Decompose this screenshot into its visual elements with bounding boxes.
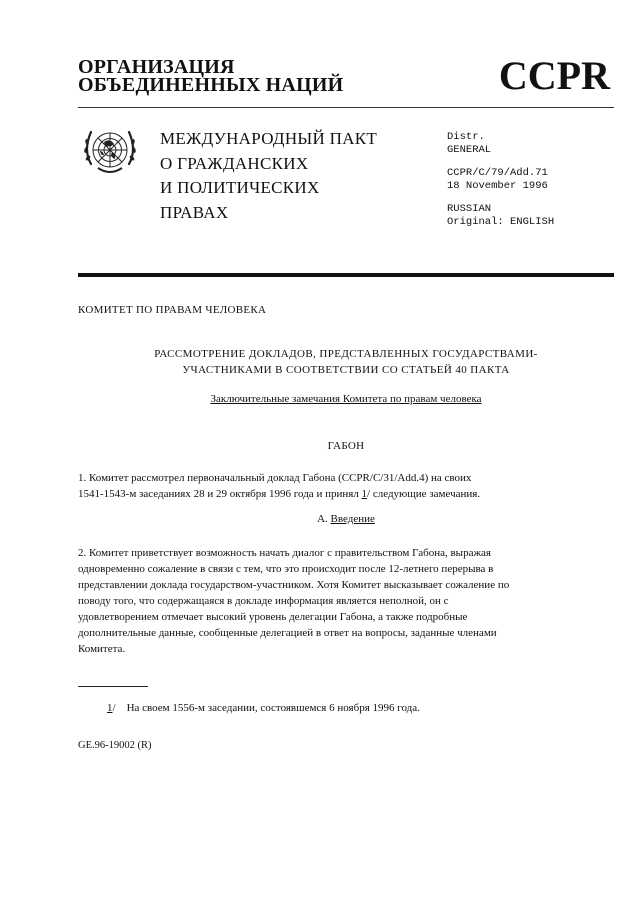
- footnote-marker-suffix: /: [112, 702, 116, 714]
- covenant-title: [160, 127, 377, 225]
- paragraph-1: [78, 470, 586, 502]
- org-line-2: ОБЪЕДИНЕННЫХ НАЦИЙ: [78, 74, 344, 96]
- un-emblem-icon: [78, 120, 142, 184]
- paragraph-2-line-1: 2. Комитет приветствует возможность начать диалог с правительством Габона, выражая: [78, 547, 491, 559]
- footnote-reference[interactable]: 1: [361, 488, 368, 500]
- doc-date: 18 November 1996: [447, 180, 548, 192]
- paragraph-1-line-2: [78, 486, 586, 502]
- committee-name: КОМИТЕТ ПО ПРАВАМ ЧЕЛОВЕКА: [78, 304, 267, 316]
- section-heading: [78, 513, 614, 525]
- paragraph-2: [78, 545, 586, 657]
- organization-name: [78, 58, 343, 94]
- document-heading: [78, 347, 614, 378]
- paragraph-1-line-1: 1. Комитет рассмотрел первоначальный доклад Габона (CCPR/C/31/Add.4) на своих: [78, 472, 472, 484]
- distr-label: Distr.: [447, 131, 485, 143]
- doc-symbol: CCPR/C/79/Add.71: [447, 167, 548, 179]
- title-divider: [78, 273, 614, 277]
- heading-line-2: УЧАСТНИКАМИ В СООТВЕТСТВИИ СО СТАТЬЕЙ 40 ПАКТА: [182, 363, 510, 376]
- paragraph-1-line-2-text: 1541-1543-м заседаниях 28 и 29 октября 1996 года и принял: [78, 488, 362, 500]
- section-title: Введение: [330, 513, 375, 525]
- header-divider: [78, 107, 614, 108]
- footnote-text: На своем 1556-м заседании, состоявшемся 6 ноября 1996 года.: [115, 702, 420, 714]
- distribution-block: [447, 131, 554, 229]
- footnote-marker: 1: [107, 702, 113, 714]
- paragraph-2-line-5: удовлетворением отмечает высокий уровень делегации Габона, а также подробные: [78, 611, 468, 623]
- document-job-number: GE.96-19002 (R): [78, 740, 152, 751]
- paragraph-2-line-6: дополнительные данные, сообщенные делегацией в ответ на вопросы, заданные членами: [78, 627, 497, 639]
- section-letter: A.: [317, 513, 331, 525]
- subheading-text: Заключительные замечания Комитета по правам человека: [210, 393, 482, 405]
- covenant-line-2: О ГРАЖДАНСКИХ: [160, 153, 309, 173]
- paragraph-2-line-2: одновременно сожаление в связи с тем, что это происходит после 12-летнего перерыва в: [78, 563, 494, 575]
- footnote-divider: [78, 686, 148, 687]
- paragraph-2-line-7: Комитета.: [78, 643, 126, 655]
- country-heading: ГАБОН: [327, 440, 365, 452]
- paragraph-1-line-2-end: / следующие замечания.: [367, 488, 481, 500]
- covenant-line-4: ПРАВАХ: [160, 202, 229, 222]
- paragraph-2-line-4: поводу того, что содержащаяся в докладе информация является неполной, он с: [78, 595, 449, 607]
- doc-original-language: Original: ENGLISH: [447, 216, 555, 228]
- footnote: [107, 702, 420, 714]
- covenant-line-1: МЕЖДУНАРОДНЫЙ ПАКТ: [160, 129, 378, 148]
- document-series-symbol: CCPR: [498, 53, 610, 98]
- org-line-1: ОРГАНИЗАЦИЯ: [78, 56, 235, 78]
- doc-language: RUSSIAN: [447, 203, 492, 215]
- document-subheading: [78, 393, 614, 405]
- distr-general: GENERAL: [447, 144, 492, 156]
- paragraph-2-line-3: представлении доклада государством-участником. Хотя Комитет высказывает сожаление по: [78, 579, 510, 591]
- heading-line-1: РАССМОТРЕНИЕ ДОКЛАДОВ, ПРЕДСТАВЛЕННЫХ ГОСУДАРСТВАМИ-: [154, 348, 538, 360]
- covenant-line-3: И ПОЛИТИЧЕСКИХ: [160, 178, 320, 197]
